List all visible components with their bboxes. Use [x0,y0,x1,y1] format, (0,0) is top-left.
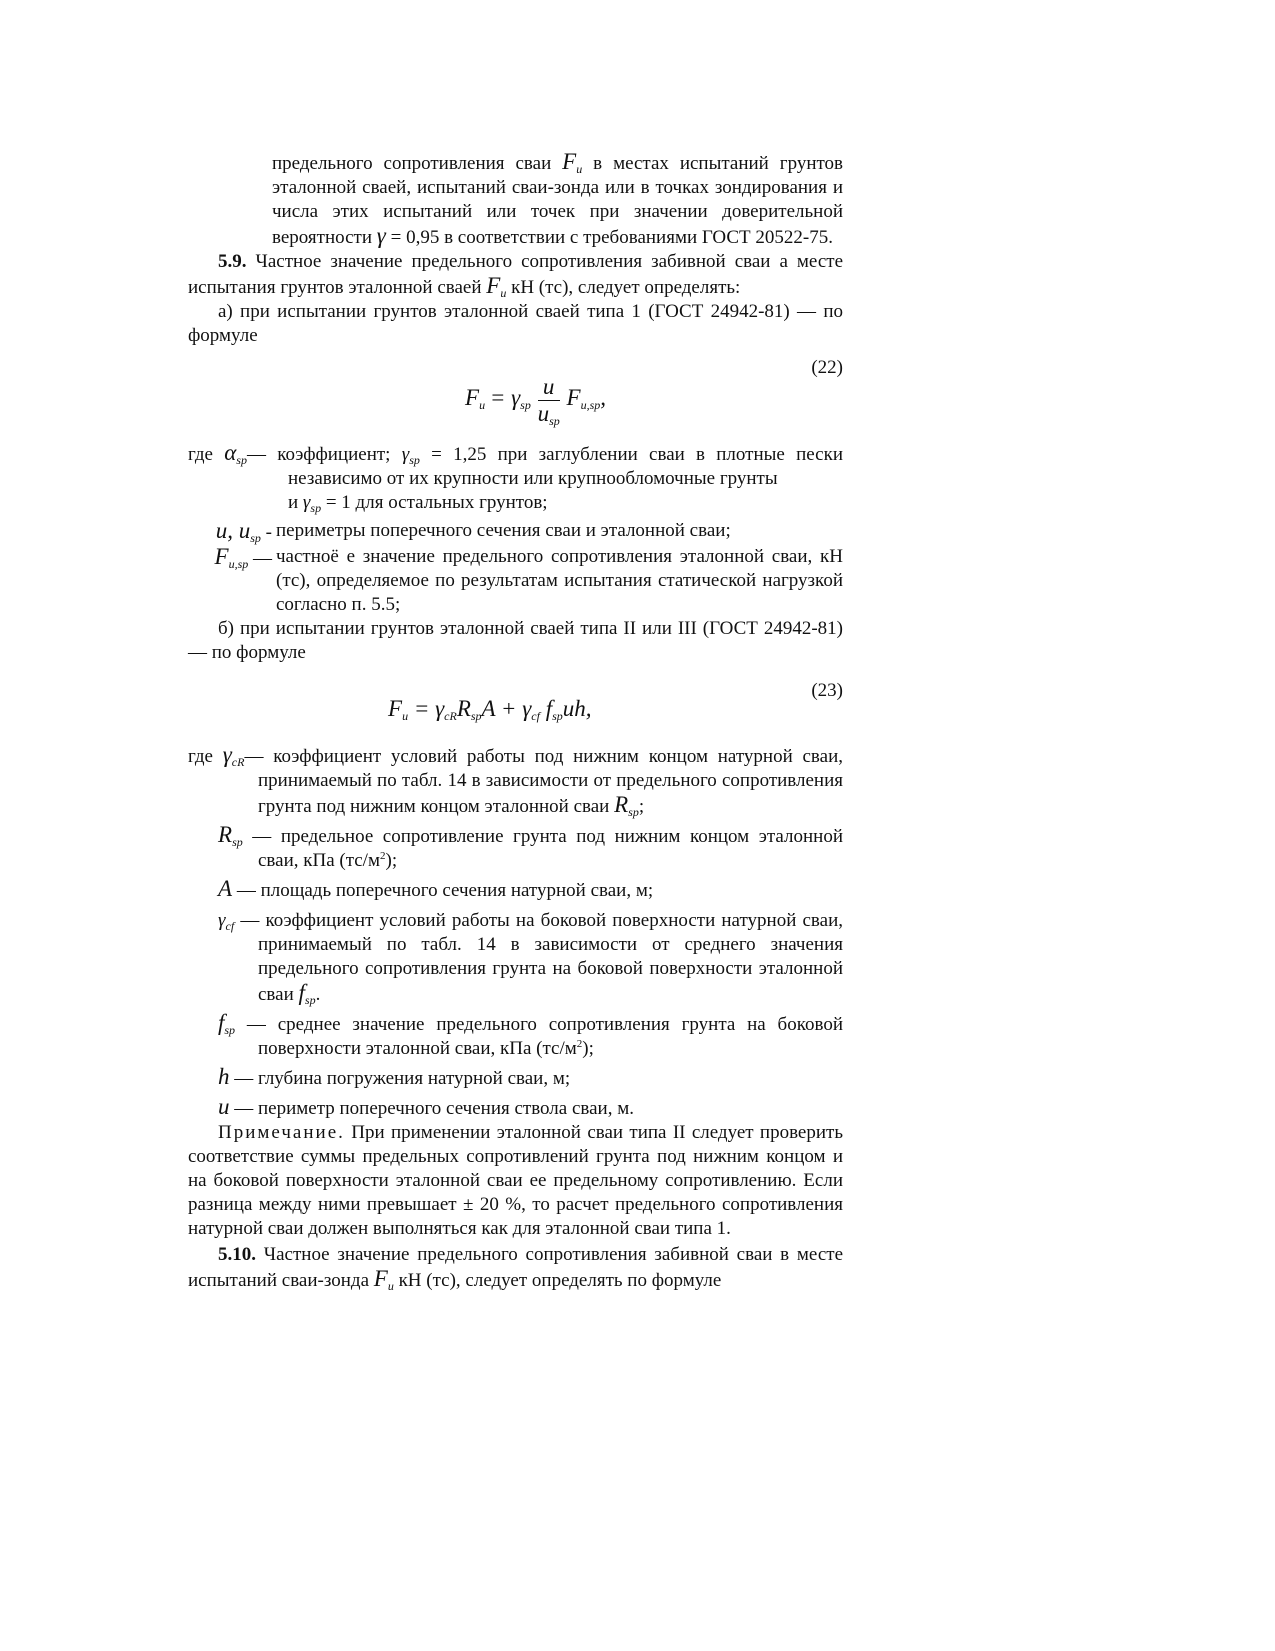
text-run: кН (тс), следует определять по формуле [398,1270,722,1291]
section-number: 5.10. [218,1244,256,1265]
rsp-definition [188,823,843,873]
symbol-gamma: γ [376,223,386,248]
symbol-f: f [298,980,305,1005]
text-run: — среднее значение предельного сопротивления грунта на боковой поверхности эталонной сваи, кПа (тс/м [246,1014,844,1059]
text-run: — площадь поперечного сечения натурной сваи, м; [236,880,654,901]
subscript: sp [409,453,420,467]
subscript: cR [231,755,245,769]
text-run: Частное значение предельного сопротивления забивной сваи в месте испытаний сваи-зонда [188,1244,844,1291]
subscript: u [479,397,486,412]
den-text: u [537,401,550,426]
fusp-definition [188,545,843,617]
superscript: 2 [380,850,386,862]
subscript: sp [304,993,316,1007]
fraction-u-over-usp [538,374,560,427]
dash: - [265,522,272,543]
subscript: cR [444,709,457,723]
eq-part: A + γ [481,696,532,721]
eq-part: f [539,696,553,721]
punct: ); [385,850,398,871]
equation-number-23: (23) [811,680,843,701]
text-run: в местах испытаний грунтов эталонной сваей, испытаний сваи-зонда или в точках зондирования и числа этих испытаний или точек при значении доверительной вероятности [272,153,844,248]
fraction-numerator: u [538,374,560,401]
subscript: sp [236,453,247,467]
subscript: sp [628,805,639,819]
a-definition [188,877,843,903]
subscript: sp [232,835,243,849]
symbol-h: h [218,1064,230,1089]
item-a: а) при испытании грунтов эталонной сваей типа 1 (ГОСТ 24942-81) — по формуле [188,301,843,346]
note-label: Примечание. [218,1122,345,1143]
eq-lhs: F [465,384,480,410]
equation-23 [188,697,843,721]
symbol-f: f [218,1010,225,1035]
eq-end: , [600,384,606,410]
top-paragraph [188,150,843,250]
symbol-R: R [218,822,233,847]
punct: . [315,984,321,1005]
text-run: предельного сопротивления сваи [272,153,552,174]
symbol-F: F [214,544,229,569]
eq-part: uh, [562,696,592,721]
equation-number-22: (22) [811,357,843,378]
section-5-9 [188,250,843,300]
def-description: периметры поперечного сечения сваи и эталонной сваи; [276,520,731,541]
equation-22 [188,374,843,427]
text-run: и [288,492,299,513]
text-run: — предельное сопротивление грунта под нижним концом эталонной сваи, кПа (тс/м [252,826,844,871]
subscript: sp [552,709,563,723]
eq-part: F [388,696,403,721]
symbol-gamma: γ [222,742,232,767]
eq-part: = γ [408,696,445,721]
note-paragraph [188,1121,843,1241]
punct: ); [582,1038,594,1059]
text-run: — коэффициент условий работы на боковой поверхности натурной сваи, принимаемый по табл. 14 в зависимости от среднего значения предельного сопротивления грунта на боковой поверхности эталонной сваи [240,910,844,1005]
u-perimeter-definition [188,1095,843,1121]
note-text: При применении эталонной сваи типа II следует проверить соответствие суммы предельных сопротивлений грунта под нижним концом и на боковой поверхности эталонной сваи ее предельному сопротивлению. Если разница между ними превышает ± 20 %, то расчет предельного сопротивления натурной сваи должен выполняться как для эталонной сваи типа 1. [188,1122,844,1239]
def-term [188,519,276,545]
text-run: Частное значение предельного сопротивления забивной сваи а месте испытания грунтов эталонной сваей [188,251,843,298]
eq-term: F [566,384,581,410]
subscript: sp [520,397,531,412]
def-description: частноё е значение предельного сопротивления эталонной сваи, кН (тс), определяемое по результатам испытания статической нагрузкой согласно п. 5.5; [276,546,843,615]
document-page [188,150,843,1293]
subscript: u [402,709,409,723]
symbol-gamma: γ [218,910,226,931]
symbol-alpha: α [224,440,237,465]
subscript: u [500,286,507,300]
section-number: 5.9. [218,251,247,272]
text-run: — коэффициент; [246,444,391,465]
subscript: u,sp [580,397,601,412]
alpha-definition [188,441,843,491]
subscript: u [576,162,583,176]
symbol-u: u, u [215,518,251,543]
symbol-F: F [373,1266,388,1291]
where-block-23 [188,743,843,1121]
subscript: sp [224,1023,236,1037]
text-run: = 1 для остальных грунтов; [325,492,548,513]
eq-operator: = γ [489,384,521,410]
text-run: кН (тс), следует определять: [511,277,741,298]
symbol-gamma: γ [401,444,410,465]
fraction-denominator [538,401,560,427]
subscript: sp [250,531,261,545]
section-5-10 [188,1243,843,1293]
subscript: sp [470,709,482,723]
where-block-22 [188,441,843,617]
gamma-rest-line [188,491,843,515]
symbol-u: u [218,1094,230,1119]
gamma-cf-definition [188,909,843,1007]
text-run: — периметр поперечного сечения ствола сваи, м. [234,1098,634,1119]
symbol-gamma: γ [302,492,311,513]
subscript: u [387,1279,394,1293]
superscript: 2 [576,1038,583,1050]
symbol-R: R [614,792,629,817]
where-word: где [188,746,213,767]
symbol-F: F [486,273,501,298]
gamma-cr-definition [188,743,843,819]
text-run: — глубина погружения натурной сваи, м; [234,1068,571,1089]
item-b: б) при испытании грунтов эталонной сваей типа II или III (ГОСТ 24942-81) — по формуле [188,618,843,663]
text-run: = 0,95 в соответствии с требованиями ГОСТ 20522-75. [390,227,833,248]
text-run: = 1,25 при заглублении сваи в плотные пески независимо от их крупности или крупнообломочные грунты [288,444,843,489]
def-term [188,545,276,571]
subscript: cf [225,919,235,933]
symbol-F: F [562,149,577,174]
h-definition [188,1065,843,1091]
punct: ; [638,796,645,817]
subscript: sp [310,501,322,515]
symbol-A: A [218,876,233,901]
eq-part: R [456,696,471,721]
subscript: sp [549,414,560,428]
text-run: — коэффициент условий работы под нижним концом натурной сваи, принимаемый по табл. 14 в зависимости от предельного сопротивления грунта под нижним концом эталонной сваи [244,746,844,817]
u-definition [188,519,843,545]
where-word: где [188,444,213,465]
dash: — [253,548,272,569]
subscript: u,sp [228,557,249,571]
fsp-definition [188,1011,843,1061]
subscript: cf [531,709,540,723]
